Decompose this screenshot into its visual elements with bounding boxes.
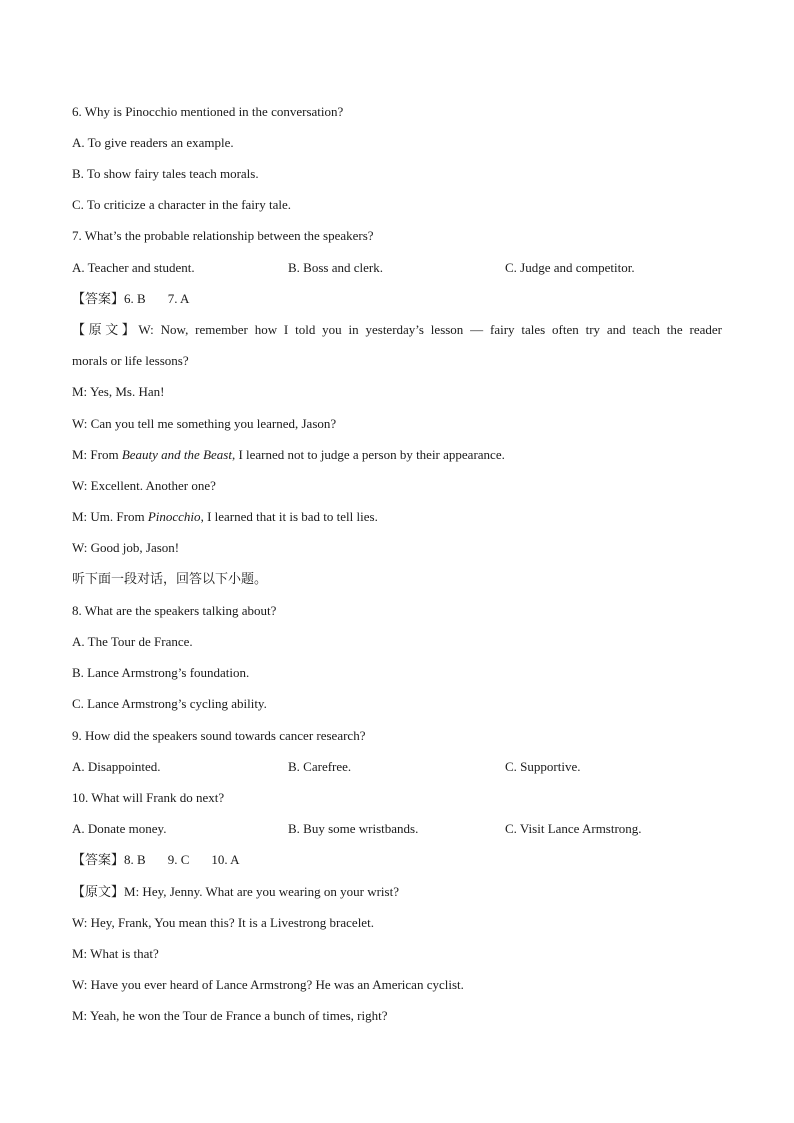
q8-option-a: A. The Tour de France. <box>72 634 193 649</box>
transcript-2-line-2: W: Hey, Frank, You mean this? It is a Livestrong bracelet. <box>72 915 374 930</box>
q9-options-row <box>72 759 722 775</box>
transcript-1-line-4: W: Can you tell me something you learned, Jason? <box>72 416 337 431</box>
transcript-2-line-4: W: Have you ever heard of Lance Armstrong? He was an American cyclist. <box>72 977 464 992</box>
q6-option-b: B. To show fairy tales teach morals. <box>72 166 259 181</box>
q7-options-row <box>72 260 722 276</box>
question-10: 10. What will Frank do next? <box>72 790 225 805</box>
transcript-1-line-6: W: Excellent. Another one? <box>72 478 216 493</box>
q7-option-a: A. Teacher and student. <box>72 260 195 275</box>
transcript-tag: 【原文】 <box>72 323 139 338</box>
q10-option-a: A. Donate money. <box>72 821 167 836</box>
q6-option-c: C. To criticize a character in the fairy tale. <box>72 197 292 212</box>
answer-block-2 <box>72 852 240 869</box>
answer-6: 6. B <box>124 291 146 306</box>
q9-option-c: C. Supportive. <box>505 759 581 774</box>
transcript-1-line-8: W: Good job, Jason! <box>72 540 180 555</box>
answer-8: 8. B <box>124 852 146 867</box>
transcript-2-line-5: M: Yeah, he won the Tour de France a bunch of times, right? <box>72 1008 388 1023</box>
question-6: 6. Why is Pinocchio mentioned in the conversation? <box>72 104 344 119</box>
book-title-beauty-and-the-beast: Beauty and the Beast <box>121 447 232 462</box>
transcript-1-line-7: M: Um. From Pinocchio, I learned that it is bad to tell lies. <box>72 509 378 524</box>
q7-option-c: C. Judge and competitor. <box>505 260 635 275</box>
answer-block-1 <box>72 291 189 308</box>
transcript-1-line-2: morals or life lessons? <box>72 353 189 368</box>
answer-9: 9. C <box>167 852 190 867</box>
section-instruction: 听下面一段对话，回答以下小题。 <box>72 572 268 587</box>
answer-10: 10. A <box>211 852 240 867</box>
q8-option-b: B. Lance Armstrong’s foundation. <box>72 665 250 680</box>
transcript-tag: 【原文】 <box>72 885 125 900</box>
q7-option-b: B. Boss and clerk. <box>288 260 383 275</box>
transcript-1-line-3: M: Yes, Ms. Han! <box>72 384 165 399</box>
transcript-2-line-1: 【原文】M: Hey, Jenny. What are you wearing on your wrist? <box>72 884 399 900</box>
question-8: 8. What are the speakers talking about? <box>72 603 277 618</box>
q8-option-c: C. Lance Armstrong’s cycling ability. <box>72 696 267 711</box>
q6-option-a: A. To give readers an example. <box>72 135 234 150</box>
transcript-1-line-1: 【原文】W: Now, remember how I told you in yesterday’s lesson — fairy tales often try and teach the reader <box>72 322 722 338</box>
transcript-2-line-3: M: What is that? <box>72 946 159 961</box>
answer-tag: 【答案】 <box>72 853 125 868</box>
answer-tag: 【答案】 <box>72 292 125 307</box>
q10-option-c: C. Visit Lance Armstrong. <box>505 821 642 836</box>
answer-7: 7. A <box>167 291 190 306</box>
q10-option-b: B. Buy some wristbands. <box>288 821 419 836</box>
question-9: 9. How did the speakers sound towards cancer research? <box>72 728 366 743</box>
q9-option-b: B. Carefree. <box>288 759 352 774</box>
q10-options-row <box>72 821 722 837</box>
transcript-1-line-5: M: From Beauty and the Beast, I learned not to judge a person by their appearance. <box>72 447 505 462</box>
question-7: 7. What’s the probable relationship between the speakers? <box>72 228 374 243</box>
book-title-pinocchio: Pinocchio <box>147 509 201 524</box>
q9-option-a: A. Disappointed. <box>72 759 161 774</box>
